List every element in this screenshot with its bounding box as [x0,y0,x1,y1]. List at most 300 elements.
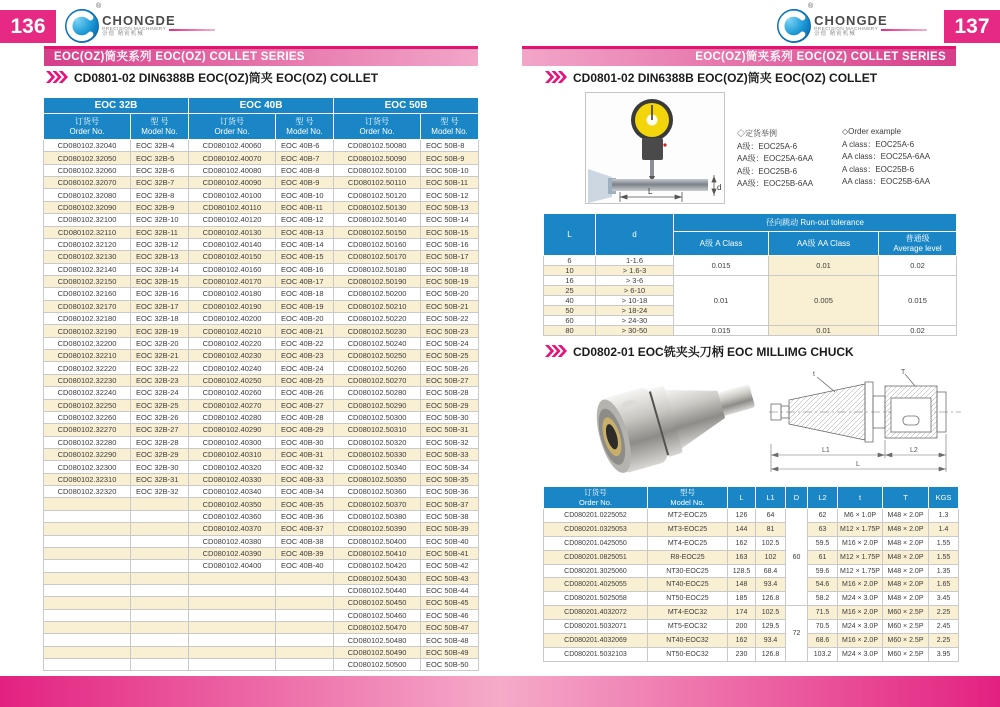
model-no-cell: EOC 50B-15 [421,226,479,238]
model-no-cell [131,646,189,658]
tolerance-a-class-cell: 0.015 [674,256,769,276]
order-no-cell: CD080102.40080 [189,164,276,176]
tolerance-L-cell: 16 [544,276,596,286]
model-no-cell: EOC 50B-48 [421,634,479,646]
order-no-cell: CD080102.50130 [334,201,421,213]
tolerance-aa-class-cell: 0.01 [769,256,879,276]
L-cell: 126 [728,509,756,523]
collet-order-table [43,97,479,671]
order-no-cell [189,584,276,596]
collet-table-row [44,201,479,213]
model-no-cell: EOC 32B-20 [131,337,189,349]
model-no-cell: EOC 32B-22 [131,362,189,374]
model-no-cell [131,572,189,584]
order-no-cell: CD080102.40240 [189,362,276,374]
order-no-cell: CD080102.50300 [334,411,421,423]
model-no-cell: EOC 40B-20 [276,313,334,325]
col-header-a-class: A级 A Class [674,232,769,256]
order-no-cell: CD080102.50410 [334,547,421,559]
tolerance-header-row-1 [544,214,957,232]
KGS-cell: 3.45 [929,592,959,606]
order-no-cell: CD080102.50160 [334,238,421,250]
order-no-cell: CD080102.32300 [44,461,131,473]
tolerance-d-cell: > 30-50 [596,326,674,336]
model-no-cell: EOC 32B-10 [131,214,189,226]
page-footer-bar-left [0,676,500,707]
tolerance-average-cell: 0.02 [879,326,957,336]
milling-chuck-table [543,486,959,662]
model-no-cell: EOC 50B-39 [421,523,479,535]
order-no-cell: CD080102.40090 [189,177,276,189]
order-no-cell: CD080102.32200 [44,337,131,349]
order-no-cell: CD080102.50230 [334,325,421,337]
order-no-cell: CD080102.50390 [334,523,421,535]
model-no-cell: EOC 50B-22 [421,313,479,325]
collet-table-row [44,337,479,349]
L1-cell: 126.8 [756,592,786,606]
collet-table-row [44,288,479,300]
model-no-cell: EOC 50B-24 [421,337,479,349]
order-example-line: A class：EOC25A-6 [842,139,915,149]
tolerance-d-cell: > 6-10 [596,286,674,296]
order-no-cell: CD080102.50280 [334,387,421,399]
order-no-cell: CD080102.40250 [189,374,276,386]
D-cell: 72 [786,606,808,662]
order-no-cell: CD080102.32190 [44,325,131,337]
model-no-cell: EOC 50B-44 [421,584,479,596]
L1-cell: 102.5 [756,536,786,550]
order-no-cell: CD080102.32260 [44,411,131,423]
order-no-cell: CD080201.5025058 [544,592,648,606]
model-no-cell: EOC 32B-19 [131,325,189,337]
model-no-cell: EOC 40B-38 [276,535,334,547]
model-no-cell: EOC 32B-23 [131,374,189,386]
model-no-cell: EOC 50B-26 [421,362,479,374]
model-no-cell [131,547,189,559]
order-no-cell: CD080102.40290 [189,424,276,436]
order-no-cell: CD080102.40140 [189,238,276,250]
order-no-cell: CD080102.40060 [189,140,276,152]
collet-table-row [44,374,479,386]
col-header-d: d [596,214,674,256]
model-no-cell: EOC 32B-17 [131,300,189,312]
collet-table-row [44,140,479,152]
order-no-cell: CD080102.50480 [334,634,421,646]
model-no-cell: EOC 50B-50 [421,659,479,671]
order-no-cell: CD080201.4032069 [544,634,648,648]
model-no-cell: EOC 50B-36 [421,486,479,498]
collet-table-row [44,387,479,399]
T-cell: M60 × 2.5P [883,647,929,661]
model-no-cell: EOC 32B-12 [131,238,189,250]
model-no-cell [276,572,334,584]
order-no-cell [189,609,276,621]
collet-table-row [44,424,479,436]
model-no-cell [131,535,189,547]
order-no-cell: CD080102.50370 [334,498,421,510]
model-no-cell: EOC 32B-15 [131,275,189,287]
order-no-cell: CD080102.32220 [44,362,131,374]
model-no-cell: EOC 32B-7 [131,177,189,189]
order-no-cell: CD080102.50110 [334,177,421,189]
order-no-cell: CD080102.32040 [44,140,131,152]
order-no-cell: CD080102.50200 [334,288,421,300]
tolerance-a-class-cell: 0.015 [674,326,769,336]
collet-table-row [44,251,479,263]
order-no-cell: CD080102.50360 [334,486,421,498]
col-header-model: 型 号 Model No. [421,114,479,140]
order-no-cell: CD080102.40210 [189,325,276,337]
L2-cell: 58.2 [808,592,838,606]
L-cell: 174 [728,606,756,620]
T-cell: M60 × 2.5P [883,634,929,648]
model-no-cell: EOC 32B-24 [131,387,189,399]
collet-table-row [44,350,479,362]
model-no-cell: EOC 40B-7 [276,152,334,164]
order-no-cell: CD080102.40390 [189,547,276,559]
brand-pink-line [881,29,927,31]
order-no-cell: CD080102.32180 [44,313,131,325]
col-header-model: 型 号 Model No. [276,114,334,140]
order-no-cell: CD080102.50380 [334,510,421,522]
brand-logo [776,5,936,47]
collet-table-row [44,646,479,658]
collet-table-row [44,177,479,189]
order-no-cell [44,622,131,634]
model-no-cell: EOC 40B-26 [276,387,334,399]
model-no-cell: EOC 32B-5 [131,152,189,164]
order-no-cell: CD080102.32070 [44,177,131,189]
order-no-cell: CD080102.32230 [44,374,131,386]
order-no-cell: CD080201.4032072 [544,606,648,620]
L2-cell: 59.6 [808,564,838,578]
tolerance-table-row [544,326,957,336]
section-title-text: CD0801-02 DIN6388B EOC(OZ)筒夹 EOC(OZ) COLLET [573,70,878,85]
col-header-runout: 径向跳动 Run-out tolerance [674,214,957,232]
model-no-cell: EOC 32B-6 [131,164,189,176]
model-no-cell [131,510,189,522]
order-no-cell: CD080102.50190 [334,275,421,287]
triple-chevron-icon [46,71,68,83]
drawing-label-T: T [901,369,906,376]
collet-table-row [44,523,479,535]
model-no-cell [276,584,334,596]
model-no-cell: EOC 50B-12 [421,189,479,201]
t-cell: M12 × 1.75P [838,564,883,578]
order-no-cell: CD080102.50150 [334,226,421,238]
order-no-cell [44,659,131,671]
order-no-cell: CD080102.32130 [44,251,131,263]
col-header-order: 订货号 Order No. [544,487,648,509]
model-no-cell: EOC 40B-6 [276,140,334,152]
model-no-cell: EOC 50B-25 [421,350,479,362]
order-no-cell: CD080102.40100 [189,189,276,201]
order-no-cell [189,597,276,609]
drawing-label-t: t [813,371,815,378]
order-no-cell: CD080102.40190 [189,300,276,312]
model-no-cell: EOC 40B-10 [276,189,334,201]
photo-label-L: L [648,187,653,196]
model-no-cell: NT50-EOC32 [648,647,728,661]
order-no-cell [189,572,276,584]
model-no-cell: EOC 50B-34 [421,461,479,473]
model-no-cell: EOC 50B-16 [421,238,479,250]
order-example-line: A级：EOC25B-6 [737,166,798,176]
runout-measurement-photo [585,92,725,204]
L1-cell: 129.5 [756,620,786,634]
milling-chuck-photo [572,366,762,478]
brand-tagline: PRECISION MACHINERY [102,27,167,33]
collet-table-row [44,560,479,572]
model-no-cell: EOC 40B-33 [276,473,334,485]
model-no-cell: EOC 50B-33 [421,448,479,460]
triple-chevron-icon [545,345,567,357]
t-cell: M6 × 1.0P [838,509,883,523]
group-header-eoc40b: EOC 40B [189,98,334,114]
order-no-cell [44,560,131,572]
model-no-cell: EOC 50B-13 [421,201,479,213]
model-no-cell: EOC 50B-41 [421,547,479,559]
model-no-cell: MT4-EOC32 [648,606,728,620]
collet-table-row [44,189,479,201]
model-no-cell: EOC 50B-49 [421,646,479,658]
order-no-cell [189,622,276,634]
drawing-label-L2: L2 [910,447,918,454]
L-cell: 128.5 [728,564,756,578]
triple-chevron-icon [545,71,567,83]
registered-mark: ® [96,3,102,10]
section-title-left [46,70,378,84]
t-cell: M24 × 3.0P [838,647,883,661]
tolerance-average-cell: 0.02 [879,256,957,276]
tolerance-aa-class-cell: 0.005 [769,276,879,326]
model-no-cell: EOC 40B-30 [276,436,334,448]
order-example-line: AA级：EOC25B-6AA [737,179,814,188]
L-cell: 230 [728,647,756,661]
tolerance-aa-class-cell: 0.01 [769,326,879,336]
order-no-cell: CD080102.40260 [189,387,276,399]
order-no-cell [44,535,131,547]
model-no-cell [131,597,189,609]
order-no-cell: CD080102.50310 [334,424,421,436]
model-no-cell: EOC 40B-35 [276,498,334,510]
model-no-cell: EOC 32B-18 [131,313,189,325]
collet-table-row [44,622,479,634]
chuck-table-row [544,536,959,550]
tolerance-d-cell: 1-1.6 [596,256,674,266]
model-no-cell: NT50-EOC25 [648,592,728,606]
collet-table-row [44,461,479,473]
model-no-cell: EOC 40B-23 [276,350,334,362]
model-no-cell: EOC 32B-32 [131,486,189,498]
collet-sub-header-row [44,114,479,140]
section-title-right-2 [545,344,854,358]
model-no-cell: EOC 40B-29 [276,424,334,436]
L2-cell: 62 [808,509,838,523]
T-cell: M48 × 2.0P [883,578,929,592]
tolerance-average-cell: 0.015 [879,276,957,326]
order-no-cell: CD080102.32280 [44,436,131,448]
order-no-cell: CD080102.50290 [334,399,421,411]
collet-table-row [44,547,479,559]
chuck-table-row [544,564,959,578]
chuck-table-row [544,606,959,620]
collet-table-row [44,226,479,238]
order-no-cell: CD080102.40200 [189,313,276,325]
order-no-cell: CD080102.32080 [44,189,131,201]
model-no-cell: R8-EOC25 [648,550,728,564]
model-no-cell: EOC 40B-24 [276,362,334,374]
L1-cell: 64 [756,509,786,523]
chuck-table-row [544,592,959,606]
collet-table-row [44,572,479,584]
L2-cell: 70.5 [808,620,838,634]
T-cell: M60 × 2.5P [883,620,929,634]
order-no-cell: CD080102.32270 [44,424,131,436]
chuck-header-row [544,487,959,509]
model-no-cell: EOC 40B-34 [276,486,334,498]
model-no-cell: EOC 50B-37 [421,498,479,510]
order-no-cell: CD080102.40340 [189,486,276,498]
L1-cell: 93.4 [756,634,786,648]
order-no-cell: CD080102.40180 [189,288,276,300]
runout-tolerance-table [543,213,957,336]
model-no-cell: EOC 50B-9 [421,152,479,164]
order-no-cell: CD080102.32090 [44,201,131,213]
model-no-cell: EOC 40B-15 [276,251,334,263]
model-no-cell: EOC 40B-21 [276,325,334,337]
collet-table-row [44,634,479,646]
model-no-cell: EOC 50B-14 [421,214,479,226]
group-header-eoc50b: EOC 50B [334,98,479,114]
model-no-cell: EOC 32B-28 [131,436,189,448]
order-no-cell [44,523,131,535]
t-cell: M24 × 3.0P [838,620,883,634]
order-no-cell: CD080102.32150 [44,275,131,287]
model-no-cell [276,659,334,671]
order-no-cell: CD080102.50250 [334,350,421,362]
globe-logo-icon [64,8,100,44]
order-no-cell: CD080102.40120 [189,214,276,226]
order-no-cell: CD080102.50350 [334,473,421,485]
model-no-cell: EOC 50B-30 [421,411,479,423]
drawing-label-L: L [856,461,860,468]
model-no-cell: EOC 40B-12 [276,214,334,226]
T-cell: M48 × 2.0P [883,550,929,564]
order-no-cell: CD080102.50500 [334,659,421,671]
collet-table-row [44,300,479,312]
L2-cell: 103.2 [808,647,838,661]
order-no-cell: CD080102.40160 [189,263,276,275]
collet-table-row [44,411,479,423]
KGS-cell: 2.25 [929,634,959,648]
collet-table-row [44,164,479,176]
KGS-cell: 1.35 [929,564,959,578]
order-no-cell [44,634,131,646]
milling-chuck-drawing [765,368,995,480]
order-no-cell: CD080201.0425050 [544,536,648,550]
model-no-cell: MT4-EOC25 [648,536,728,550]
collet-holder-icon [588,169,616,203]
model-no-cell [131,622,189,634]
order-no-cell: CD080102.40310 [189,448,276,460]
model-no-cell: EOC 40B-32 [276,461,334,473]
model-no-cell: EOC 32B-30 [131,461,189,473]
T-cell: M48 × 2.0P [883,592,929,606]
order-no-cell: CD080102.32210 [44,350,131,362]
page-footer-bar-right [500,676,1000,707]
L1-cell: 126.8 [756,647,786,661]
model-no-cell: EOC 50B-10 [421,164,479,176]
order-no-cell [44,646,131,658]
model-no-cell: EOC 50B-31 [421,424,479,436]
tolerance-a-class-cell: 0.01 [674,276,769,326]
col-header-order: 订货号 Order No. [334,114,421,140]
model-no-cell: EOC 40B-13 [276,226,334,238]
order-no-cell: CD080102.32250 [44,399,131,411]
col-header-L1: L1 [756,487,786,509]
order-no-cell: CD080201.0825051 [544,550,648,564]
model-no-cell: EOC 40B-31 [276,448,334,460]
order-no-cell: CD080102.40130 [189,226,276,238]
model-no-cell [276,609,334,621]
order-no-cell: CD080102.40110 [189,201,276,213]
order-no-cell: CD080102.32060 [44,164,131,176]
order-no-cell: CD080102.50330 [334,448,421,460]
order-example-line: AA class：EOC25B-6AA [842,177,931,186]
order-example-title: ◇Order example [842,127,902,136]
tolerance-table-row [544,256,957,266]
model-no-cell: EOC 32B-29 [131,448,189,460]
section-title-text: CD0802-01 EOC铣夹头刀柄 EOC MILLIMG CHUCK [573,344,854,359]
order-no-cell: CD080102.32050 [44,152,131,164]
order-example-chinese [737,128,813,191]
order-no-cell: CD080102.50240 [334,337,421,349]
L-cell: 163 [728,550,756,564]
model-no-cell [131,609,189,621]
model-no-cell: EOC 32B-4 [131,140,189,152]
collet-table-row [44,486,479,498]
model-no-cell: EOC 40B-17 [276,275,334,287]
order-no-cell [44,597,131,609]
brand-pink-line [169,29,215,31]
order-no-cell: CD080102.50080 [334,140,421,152]
order-no-cell: CD080102.40280 [189,411,276,423]
L2-cell: 68.6 [808,634,838,648]
order-no-cell: CD080102.40400 [189,560,276,572]
col-header-model: 型 号 Model No. [131,114,189,140]
T-cell: M48 × 2.0P [883,509,929,523]
T-cell: M60 × 2.5P [883,606,929,620]
model-no-cell: EOC 32B-21 [131,350,189,362]
collet-table-row [44,510,479,522]
model-no-cell: MT2-EOC25 [648,509,728,523]
tolerance-L-cell: 40 [544,296,596,306]
brand-tagline: PRECISION MACHINERY [814,27,879,33]
L1-cell: 102 [756,550,786,564]
model-no-cell: EOC 40B-11 [276,201,334,213]
order-example-line: A级：EOC25A-6 [737,141,798,151]
L-cell: 162 [728,634,756,648]
collet-table-row [44,275,479,287]
model-no-cell [131,523,189,535]
order-no-cell: CD080102.50140 [334,214,421,226]
order-no-cell [189,646,276,658]
order-no-cell: CD080102.50210 [334,300,421,312]
tolerance-d-cell: > 1.6-3 [596,266,674,276]
D-cell: 60 [786,509,808,606]
col-header-L: L [544,214,596,256]
